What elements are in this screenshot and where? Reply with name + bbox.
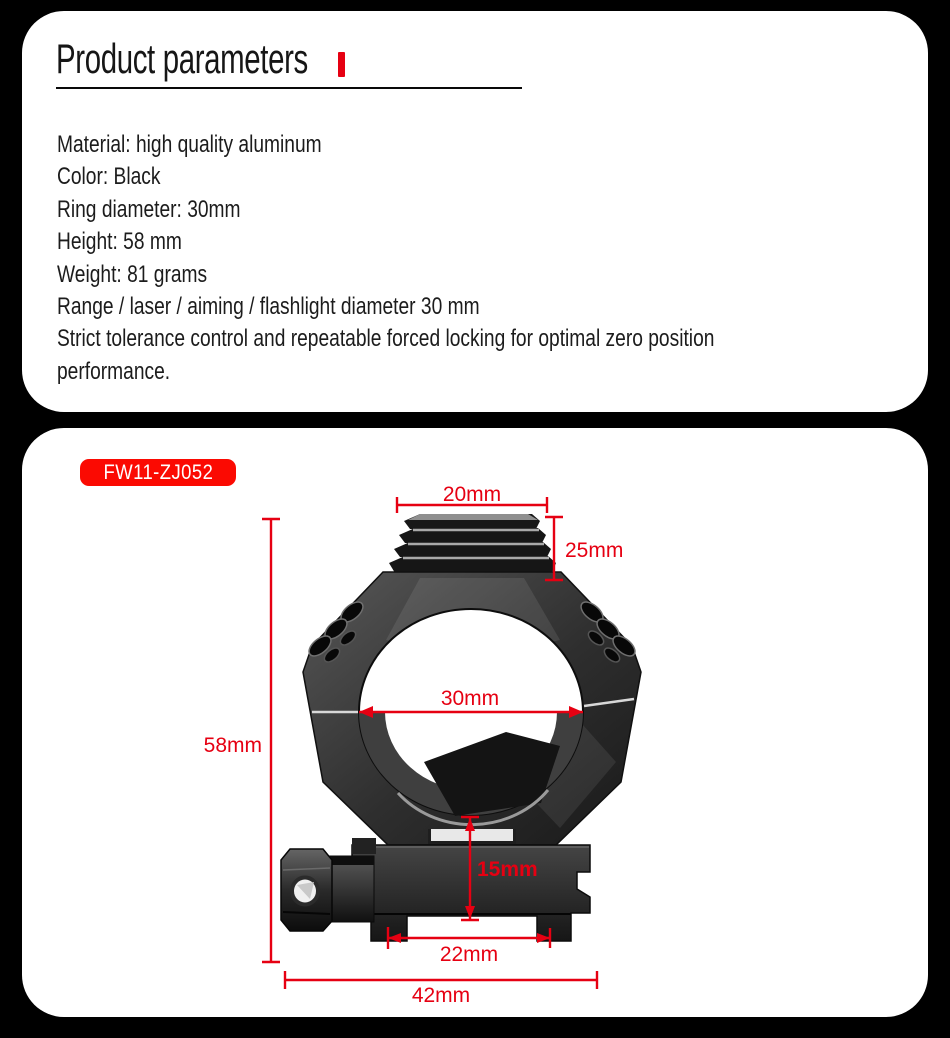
scope-mount-illustration [281, 514, 641, 941]
spec-line-tolerance: Strict tolerance control and repeatable forced locking for optimal zero position [57, 325, 715, 353]
dim-label-20mm: 20mm [442, 483, 502, 506]
top-rail-cap [389, 514, 556, 573]
dim-label-15mm: 15mm [477, 858, 538, 881]
dim-20mm-top-width [397, 483, 547, 513]
model-badge-text: FW11-ZJ052 [103, 461, 213, 484]
spec-line-material: Material: high quality aluminum [57, 131, 322, 158]
spec-line-weight: Weight: 81 grams [57, 260, 208, 288]
spec-line-range: Range / laser / aiming / flashlight diameter 30 mm [57, 293, 480, 321]
spec-line-color: Color: Black [57, 163, 161, 191]
dim-label-22mm: 22mm [439, 943, 499, 966]
dim-label-58mm: 58mm [203, 734, 262, 757]
clamp-bolt [281, 838, 376, 931]
dim-label-25mm: 25mm [565, 539, 624, 562]
spec-line-height: Height: 58 mm [57, 228, 182, 256]
spec-line-ring-diameter: Ring diameter: 30mm [57, 195, 241, 223]
page-title-text: Product parameters [56, 35, 308, 82]
dim-label-42mm: 42mm [411, 984, 471, 1007]
spec-line-tolerance-wrap: performance. [57, 357, 171, 385]
dim-25mm-cap-height [545, 517, 623, 580]
dim-58mm-total-height [204, 519, 280, 962]
dim-label-30mm: 30mm [440, 687, 500, 710]
dim-22mm-rail-width [388, 927, 550, 966]
dim-42mm-base-width [285, 971, 597, 1007]
